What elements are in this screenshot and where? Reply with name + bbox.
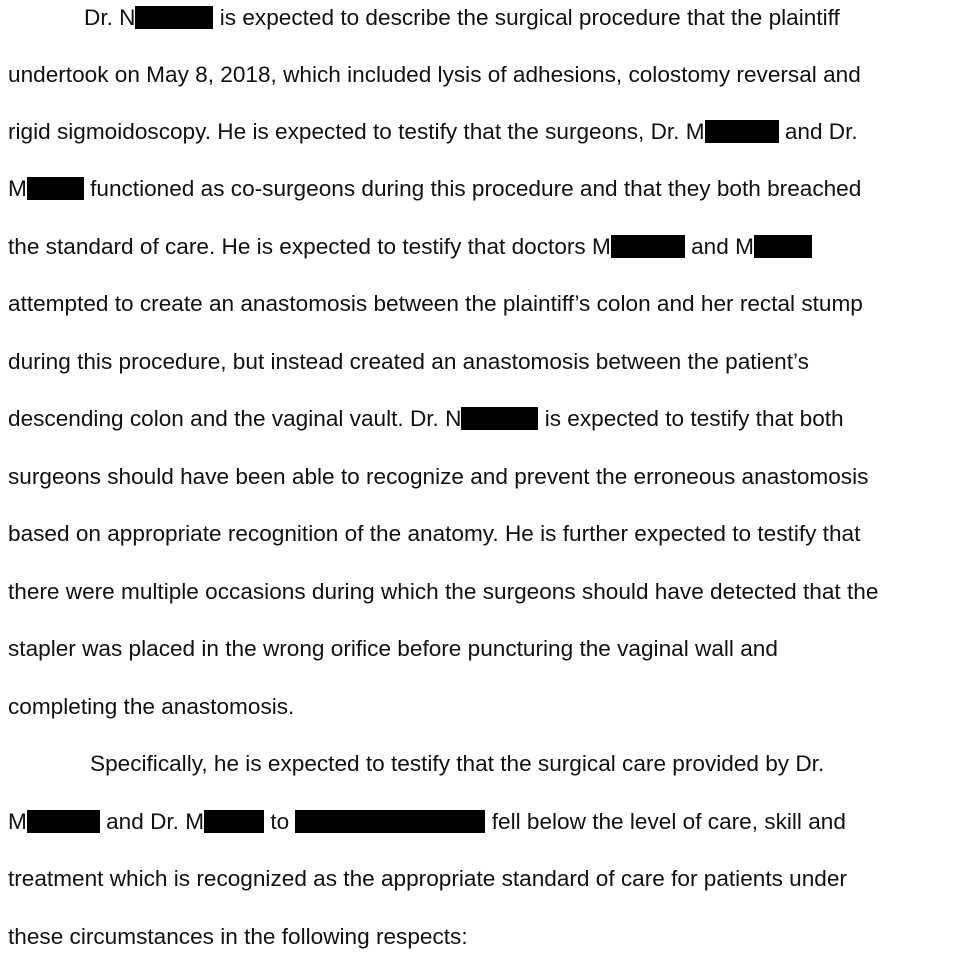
- redaction-box: [705, 120, 779, 143]
- redaction-box: [204, 810, 264, 833]
- paragraph-1-line-9: [8, 462, 868, 492]
- text-segment: undertook on May 8, 2018, which included lysis of adhesions, colostomy reversal and: [8, 62, 861, 87]
- paragraph-1-line-5: [8, 232, 812, 262]
- paragraph-2-line-3: [8, 864, 847, 894]
- text-segment: functioned as co-surgeons during this procedure and that they both breached: [83, 176, 862, 201]
- text-segment: stapler was placed in the wrong orifice before puncturing the vaginal wall and: [8, 636, 778, 661]
- paragraph-1-line-3: [8, 117, 858, 147]
- text-segment: and Dr.: [778, 119, 858, 144]
- paragraph-1-line-6: [8, 289, 863, 319]
- redaction-box: [461, 407, 538, 430]
- paragraph-2-line-1: [90, 749, 824, 779]
- text-segment: attempted to create an anastomosis between the plaintiff’s colon and her rectal stump: [8, 291, 863, 316]
- text-segment: surgeons should have been able to recognize and prevent the erroneous anastomosis: [8, 464, 869, 489]
- text-segment: rigid sigmoidoscopy. He is expected to testify that the surgeons, Dr. M: [8, 119, 705, 144]
- redaction-box: [27, 810, 100, 833]
- text-segment: based on appropriate recognition of the anatomy. He is further expected to testify that: [8, 521, 861, 546]
- text-segment: treatment which is recognized as the appropriate standard of care for patients under: [8, 866, 847, 891]
- paragraph-2-line-2: [8, 807, 846, 837]
- redaction-box: [135, 6, 213, 29]
- text-segment: these circumstances in the following respects:: [8, 924, 468, 949]
- text-segment: M: [8, 176, 27, 201]
- redaction-box: [754, 235, 812, 258]
- redaction-box: [611, 235, 685, 258]
- text-segment: and M: [684, 234, 754, 259]
- text-segment: M: [8, 809, 27, 834]
- text-segment: during this procedure, but instead created an anastomosis between the patient’s: [8, 349, 809, 374]
- paragraph-1-line-7: [8, 347, 809, 377]
- paragraph-1-line-10: [8, 519, 860, 549]
- paragraph-1-line-13: [8, 692, 294, 722]
- text-segment: fell below the level of care, skill and: [485, 809, 846, 834]
- paragraph-1-line-4: [8, 174, 861, 204]
- redaction-box: [295, 810, 485, 833]
- paragraph-1-line-12: [8, 634, 778, 664]
- text-segment: is expected to testify that both: [538, 406, 844, 431]
- paragraph-1-line-2: [8, 60, 861, 90]
- text-segment: there were multiple occasions during which the surgeons should have detected that the: [8, 579, 879, 604]
- text-segment: completing the anastomosis.: [8, 694, 295, 719]
- text-segment: descending colon and the vaginal vault. Dr. N: [8, 406, 462, 431]
- text-segment: to: [264, 809, 296, 834]
- text-segment: and Dr. M: [99, 809, 205, 834]
- text-segment: is expected to describe the surgical procedure that the plaintiff: [213, 5, 840, 30]
- paragraph-1-line-1: [84, 3, 840, 33]
- text-segment: Dr. N: [84, 5, 136, 30]
- text-segment: Specifically, he is expected to testify that the surgical care provided by Dr.: [90, 751, 825, 776]
- text-segment: the standard of care. He is expected to testify that doctors M: [8, 234, 611, 259]
- paragraph-2-line-4: [8, 922, 468, 952]
- paragraph-1-line-8: [8, 404, 844, 434]
- paragraph-1-line-11: [8, 577, 878, 607]
- redaction-box: [27, 177, 84, 200]
